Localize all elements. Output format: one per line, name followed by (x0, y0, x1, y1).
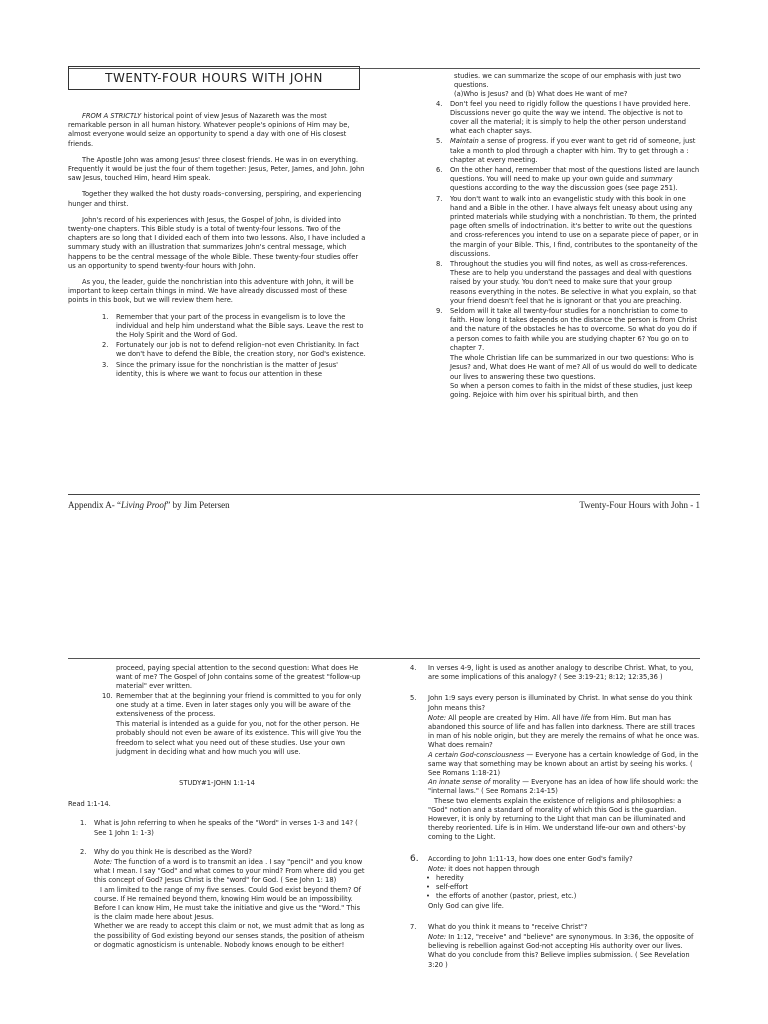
closing-text-1: The whole Christian life can be summarized in our two questions: Who is Jesus? and, What does He want of me? All of us would do well to dedicate our lives to answering these two questions. (450, 354, 697, 381)
question-6 (410, 855, 700, 864)
question-6-conclusion: Only God can give life. (428, 901, 504, 910)
item-number: 3. (102, 360, 109, 369)
question-5 (410, 694, 700, 712)
question-number: 5. (410, 694, 417, 703)
question-5-note (410, 714, 700, 751)
question-text: In verses 4-9, light is used as another analogy to describe Christ. What, to you, are some implications of this analogy? ( See 3:19-21; 8:12; 12:35,36 ) (428, 664, 694, 682)
note-label: Note: (428, 713, 447, 722)
note-text: it does not happen through (446, 864, 540, 873)
list-item (436, 307, 700, 353)
item-text: Remember that your part of the process in evangelism is to love the individual and help him understand what the Bible says. Leave the rest to the Holy Spirit and the Word of God. (116, 312, 364, 340)
footer-right: Twenty-Four Hours with John - 1 (579, 500, 700, 510)
left-column (68, 664, 366, 950)
item-text: Don't feel you need to rigidly follow the questions I have provided here. Discussions never go quite the way we intend. The objective is not to cover all the material; it is simply to help the other person understand what each chapter says. (450, 99, 691, 136)
bullet-item: • the efforts of another (pastor, priest, etc.) (410, 892, 700, 901)
question-6-note (410, 865, 700, 874)
paragraph-emphasis: A certain God-consciousness (428, 750, 525, 759)
question-2-paragraph-3: Whether we are ready to accept this claim or not, we must admit that as long as the possibility of God existing beyond our senses stands, the position of atheism or dogmatic agnosticism is untenable. Nobody knows enough to be either! (94, 922, 365, 949)
continued-questions: (a)Who is Jesus? and (b) What does He want of me? (454, 90, 628, 99)
note-text: The function of a word is to transmit an idea . I say "pencil" and you know what I mean. I say "God" and what comes to your mind? From where did you get this concept of God? Jesus Christ is the "word" for God. ( See John 1: 18) (94, 858, 365, 885)
item-text: You don't want to walk into an evangelistic study with this book in one hand and a Bible in the other. I have always felt uneasy about using any printed materials while studying with a nonchristian. To them, the printed page often smells of indoctrination. it's better to write out the questions and cross-references you intend to use on a separate piece of paper, or in the margin of your Bible. This, I find, contributes to the spontaneity of the discussions. (450, 194, 699, 258)
right-column (436, 72, 700, 400)
note-label: Note: (428, 864, 447, 873)
item-number: 8. (436, 260, 443, 269)
paragraph-5: As you, the leader, guide the nonchristian into this adventure with John, it will be important to keep certain things in mind. We have already discussed most of these points in this book, but we will review them here. (68, 278, 354, 305)
list-item (102, 361, 366, 379)
intro-lead: FROM A STRICTLY (82, 112, 142, 120)
question-number: 1. (80, 819, 87, 828)
question-4 (410, 664, 700, 682)
page-gap (0, 522, 768, 658)
page-top-rule (68, 658, 700, 659)
item-10-continued: This material is intended as a guide for you, not for the other person. He probably should not even be aware of its existence. This will give You the freedom to select what you need out of these studies. Use your own judgment in deciding what and how much you will use. (116, 720, 362, 756)
item-lead: Maintain (450, 137, 479, 146)
numbered-list (102, 313, 366, 379)
list-item (102, 341, 366, 359)
study-title: STUDY#1-JOHN 1:1-14 (179, 779, 255, 788)
item-number: 1. (102, 312, 109, 321)
list-item (436, 100, 700, 137)
question-text: According to John 1:11-13, how does one enter God's family? (428, 854, 633, 863)
item-number: 9. (436, 307, 443, 316)
question-text: Why do you think He is described as the Word? (94, 847, 252, 856)
question-5-paragraph-2 (410, 751, 700, 779)
question-text: What do you think it means to "receive Christ"? (428, 922, 588, 931)
question-number: 7. (410, 922, 417, 931)
paragraph-4: John's record of his experiences with Jesus, the Gospel of John, is divided into twenty-one chapters. This Bible study is a total of twenty-four lessons. Two of the chapters are so long that I divided each of them into two lessons. Also, I have included a summary study with an illustration that summarizes John's central message, which happens to be the central message of the whole Bible. These twenty-four studies offer us an opportunity to spend twenty-four hours with John. (68, 215, 366, 270)
item-text: Seldom will it take all twenty-four studies for a nonchristian to come to faith. How long it takes depends on the distance the person is from Christ and the nature of the obstacles he has to overcome. So what do you do if a person comes to faith while you are studying chapter 6? You go on to chapter 7. (450, 307, 698, 352)
question-7 (410, 923, 700, 932)
question-5-paragraph-3 (410, 778, 700, 796)
item-number: 7. (436, 194, 443, 203)
question-text: John 1:9 says every person is illuminated by Christ. In what sense do you think John means this? (428, 694, 693, 712)
list-item (102, 313, 366, 341)
right-column (410, 664, 700, 970)
closing-text-2: So when a person comes to faith in the midst of these studies, just keep going. Rejoice with him over his spiritual birth, and then (450, 381, 693, 399)
list-item (436, 195, 700, 259)
item-text: On the other hand, remember that most of the questions listed are launch questions. You will need to make up your own guide and (450, 166, 700, 184)
item-text: Since the primary issue for the nonchristian is the matter of Jesus' identity, this is where we want to focus our attention in these (116, 360, 339, 378)
footer-rule (68, 494, 700, 495)
note-text-end: from Him. But man has abandoned this source of life and has fallen into darkness. There are still traces in man of his noble origin, but they are merely the remains of what he once was. What does remain? (428, 713, 700, 750)
item-emphasis: summary (640, 175, 673, 184)
item-text: Fortunately our job is not to defend religion–not even Christianity. In fact we don't have to defend the Bible, the creation story, nor God's existence. (116, 341, 366, 359)
footer-book-title: Living Proof (121, 500, 167, 510)
item-text: a sense of progress. if you ever want to get rid of someone, just take a month to plod through a chapter with him. Try to get through a : chapter at every meeting. (450, 137, 696, 164)
note-text: In 1:12, "receive" and "believe" are synonymous. In 3:36, the opposite of believing is rebellion against God-not accepting His authority over our lives. What do you conclude from this? Believe implies submission. ( See Revelation 3:20 ) (428, 933, 694, 969)
question-2 (80, 848, 366, 857)
question-text: What is John referring to when he speaks of the "Word" in verses 1-3 and 14? ( See 1 John 1: 1-3) (94, 819, 358, 837)
item-number: 5. (436, 137, 443, 146)
note-text: All people are created by Him. All have (446, 713, 581, 722)
reading-assignment: Read 1:1-14. (68, 800, 111, 809)
question-7-note (410, 933, 700, 970)
paragraph-2: The Apostle John was among Jesus' three closest friends. He was in on everything. Frequently it would be just the four of them together: Jesus, Peter, James, and John. John saw Jesus, touched Him, heard Him speak. (68, 155, 365, 183)
page-title: TWENTY-FOUR HOURS WITH JOHN (68, 66, 360, 90)
bullet-item: • heredity (410, 874, 700, 883)
paragraph-emphasis: An innate sense of (428, 778, 491, 787)
question-2-paragraph-2: I am limited to the range of my five senses. Could God exist beyond them? Of course. If He remained beyond them, knowing Him would be an impossibility. Before I can know Him, He must take the initiative and give us the "Word." This is the claim made here about Jesus. (94, 885, 362, 922)
note-label: Note: (428, 933, 447, 942)
paragraph-text: morality — Everyone has an idea of how life should work: the "internal laws." ( See Romans 2:14-15) (428, 778, 699, 796)
item-text: Remember that at the beginning your friend is committed to you for only one study at a time. Even in later stages only you will be aware of the extensiveness of the process. (116, 691, 362, 719)
item-number: 4. (436, 99, 443, 108)
intro-text: historical point of view Jesus of Nazareth was the most remarkable person in all human history. Whatever people's opinions of Him may be, almost everyone would seize an opportunity to spend a day with one of His closest friends. (68, 112, 350, 148)
question-2-note (68, 858, 366, 886)
list-item (436, 166, 700, 194)
intro-paragraph (68, 112, 366, 149)
bullet-item: • self-effort (410, 883, 700, 892)
footer-author: ” by Jim Petersen (166, 500, 230, 510)
footer-left (68, 500, 230, 510)
question-number: 6. (410, 853, 419, 864)
item-number: 6. (436, 166, 443, 175)
question-number: 4. (410, 664, 417, 672)
paragraph-3: Together they walked the hot dusty roads–conversing, perspiring, and experiencing hunger and thirst. (68, 190, 362, 208)
question-1 (80, 819, 366, 837)
item-text: Throughout the studies you will find notes, as well as cross-references. These are to help you understand the passages and deal with questions raised by your study. You don't need to make sure that your group reasons everything in the notes. Be selective in what you explain, so that your friend doesn't feel that he is ignorant or that you are preaching. (450, 260, 697, 305)
item-text-end: questions according to the way the discussion goes (see page 251). (450, 184, 678, 193)
document-page-2 (0, 658, 768, 1024)
footer-source-prefix: Appendix A- “ (68, 500, 121, 510)
question-number: 2. (80, 847, 87, 856)
question-5-paragraph-4: These two elements explain the existence of religions and philosophies: a "God" notion and a standard of morality of which this God is the guardian. However, it is only by returning to the Light that man can be illuminated and thereby reoriented. Life is in Him. We understand life-our own and others'-by coming to the Light. (428, 796, 686, 842)
numbered-list-continued (436, 100, 700, 353)
note-emphasis: life (580, 713, 592, 722)
paragraph-text: — Everyone has a certain knowledge of God, in the same way that something may be known about an artist by seeing his works. ( See Romans 1:18-21) (428, 750, 699, 778)
item-number: 10. (102, 691, 113, 700)
left-column (68, 112, 366, 380)
item-number: 2. (102, 341, 109, 350)
list-item (102, 692, 366, 720)
continued-text: proceed, paying special attention to the second question: What does He want of me? The Gospel of John contains some of the greatest "follow-up material" ever written. (116, 664, 361, 691)
note-label: Note: (94, 858, 113, 867)
list-item (436, 137, 700, 165)
continued-text: studies. we can summarize the scope of our emphasis with just two questions. (454, 72, 681, 90)
list-item (436, 260, 700, 306)
